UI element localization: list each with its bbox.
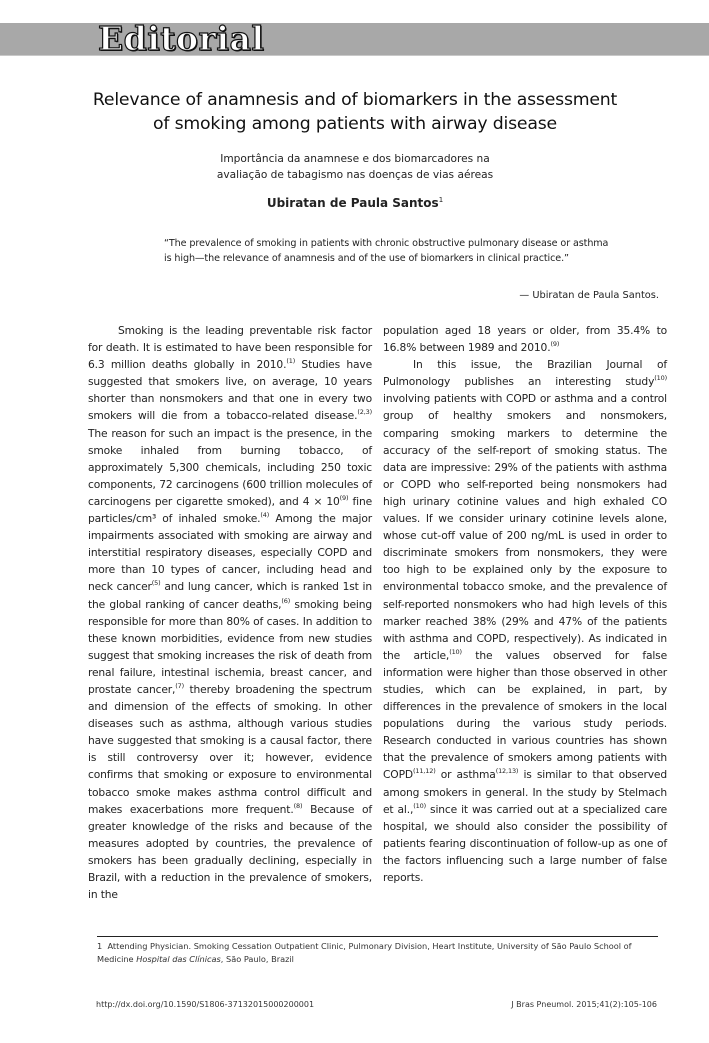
citation-ref[interactable]: (7) <box>175 681 185 690</box>
citation-ref[interactable]: (10) <box>413 801 426 810</box>
author-name: Ubiratan de Paula Santos <box>266 196 439 210</box>
body-column-right <box>383 322 667 886</box>
body-column-left <box>88 322 372 903</box>
subtitle-line-1: Importância da anamnese e dos biomarcadores na <box>220 153 490 165</box>
citation-ref[interactable]: (11,12) <box>412 767 436 776</box>
title-line-2: of smoking among patients with airway disease <box>153 114 557 134</box>
footnote-text: Attending Physician. Smoking Cessation Outpatient Clinic, Pulmonary Division, Heart Institute, University of São Paulo School of Medicine <box>97 941 632 964</box>
citation-ref[interactable]: (1) <box>286 357 296 366</box>
subtitle-line-2: avaliação de tabagismo nas doenças de vias aéreas <box>216 169 494 181</box>
article-subtitle-portuguese <box>160 151 550 183</box>
epigraph-quote <box>164 236 664 266</box>
section-label: Editorial <box>98 19 265 58</box>
section-band <box>0 19 709 58</box>
citation-ref[interactable]: (10) <box>654 374 667 383</box>
affiliation-mark: 1 <box>438 196 444 204</box>
quote-line-1: “The prevalence of smoking in patients with chronic obstructive pulmonary disease or asthma <box>164 238 609 249</box>
footnote-divider <box>97 936 658 937</box>
author-byline <box>160 196 550 210</box>
doi-link[interactable]: http://dx.doi.org/10.1590/S1806-37132015000200001 <box>96 1000 315 1009</box>
citation-ref[interactable]: (9) <box>550 340 560 349</box>
quote-line-2: is high—the relevance of anamnesis and of the use of biomarkers in clinical practice.” <box>164 253 569 264</box>
affiliation-footnote <box>97 940 662 966</box>
paragraph: In this issue, the Brazilian Journal of Pulmonology publishes an interesting study$^{(10)}$ involving patients with COPD or asthma and a control group of healthy smokers and nonsmokers, comparing smoking markers to determine the accuracy of the self-report of smoking status. The data are impressive: 29% of the patients with asthma or COPD who self-reported being nonsmokers had high urinary cotinine values and high exhaled CO values. If we consider urinary cotinine levels alone, whose cut-off value of 200 ng/mL is used in order to discriminate smokers from nonsmokers, they were too high to be explained only by the exposure to environmental tobacco smoke, and the prevalence of self-reported nonsmokers who had high levels of this marker reached 38% (29% and 47% of the patients with asthma and COPD, respectively). As indicated in the article,$^{(10)}$ the values observed for false information were higher than those observed in other studies, which can be explained, in part, by differences in the prevalence of smokers in the local populations during the various study periods. Research conducted in various countries has shown that the prevalence of smokers among patients with COPD$^{(11,12)}$ or asthma$^{(12,13)}$ is similar to that observed among smokers in general. In the study by Stelmach et al.,$^{(10)}$ since it was carried out at a specialized care hospital, we should also consider the possibility of patients fearing discontinuation of follow-up as one of the factors influencing such a large number of false reports. <box>383 358 668 884</box>
citation-ref[interactable]: (12,13) <box>495 767 519 776</box>
citation-ref[interactable]: (8) <box>293 801 303 810</box>
footnote-hospital-name: Hospital das Clínicas <box>136 954 221 964</box>
footnote-number: 1 <box>97 941 103 951</box>
citation-ref[interactable]: (9) <box>339 493 349 502</box>
citation-ref[interactable]: (5) <box>151 579 161 588</box>
paragraph-continued: population aged 18 years or older, from 35.4% to 16.8% between 1989 and 2010.$^{(9)}$ <box>383 324 667 355</box>
title-line-1: Relevance of anamnesis and of biomarkers in the assessment <box>92 90 618 110</box>
citation-ref[interactable]: (4) <box>260 511 270 520</box>
footnote-location: , São Paulo, Brazil <box>220 954 294 964</box>
paragraph: Smoking is the leading preventable risk factor for death. It is estimated to have been responsible for 6.3 million deaths globally in 2010.$^{(1)}$ Studies have suggested that smokers live, on average, 10 years shorter than nonsmokers and that one in every two smokers will die from a tobacco-related disease.$^{(2,3)}$ The reason for such an impact is the presence, in the smoke inhaled from burning tobacco, of approximately 5,300 chemicals, including 250 toxic components, 72 carcinogens (600 trillion molecules of carcinogens per cigarette smoked), and $4 \times 10^{(9)}$ fine particles/cm³ of inhaled smoke.$^{(4)}$ Among the major impairments associated with smoking are airway and interstitial respiratory diseases, especially COPD and more than 10 types of cancer, including head and neck cancer$^{(5)}$ and lung cancer, which is ranked 1st in the global ranking of cancer deaths,$^{(6)}$ smoking being responsible for more than 80% of cases. In addition to these known morbidities, evidence from new studies suggest that smoking increases the risk of death from renal failure, intestinal ischemia, breast cancer, and prostate cancer,$^{(7)}$ thereby broadening the spectrum and dimension of the effects of smoking. In other diseases such as asthma, although various studies have suggested that smoking is a causal factor, there is still controversy over it; however, evidence confirms that smoking or exposure to environmental tobacco smoke makes asthma control difficult and makes exacerbations more frequent.$^{(8)}$ Because of greater knowledge of the risks and because of the measures adopted by countries, the prevalence of smokers has been gradually declining, especially in Brazil, with a reduction in the prevalence of smokers, in the <box>88 324 373 902</box>
quote-attribution: — Ubiratan de Paula Santos. <box>519 290 659 301</box>
citation-ref[interactable]: (10) <box>449 647 462 656</box>
citation-ref[interactable]: (6) <box>281 596 291 605</box>
citation-ref[interactable]: (2,3) <box>357 408 372 417</box>
journal-citation: J Bras Pneumol. 2015;41(2):105-106 <box>511 1000 657 1009</box>
article-title <box>60 88 650 136</box>
